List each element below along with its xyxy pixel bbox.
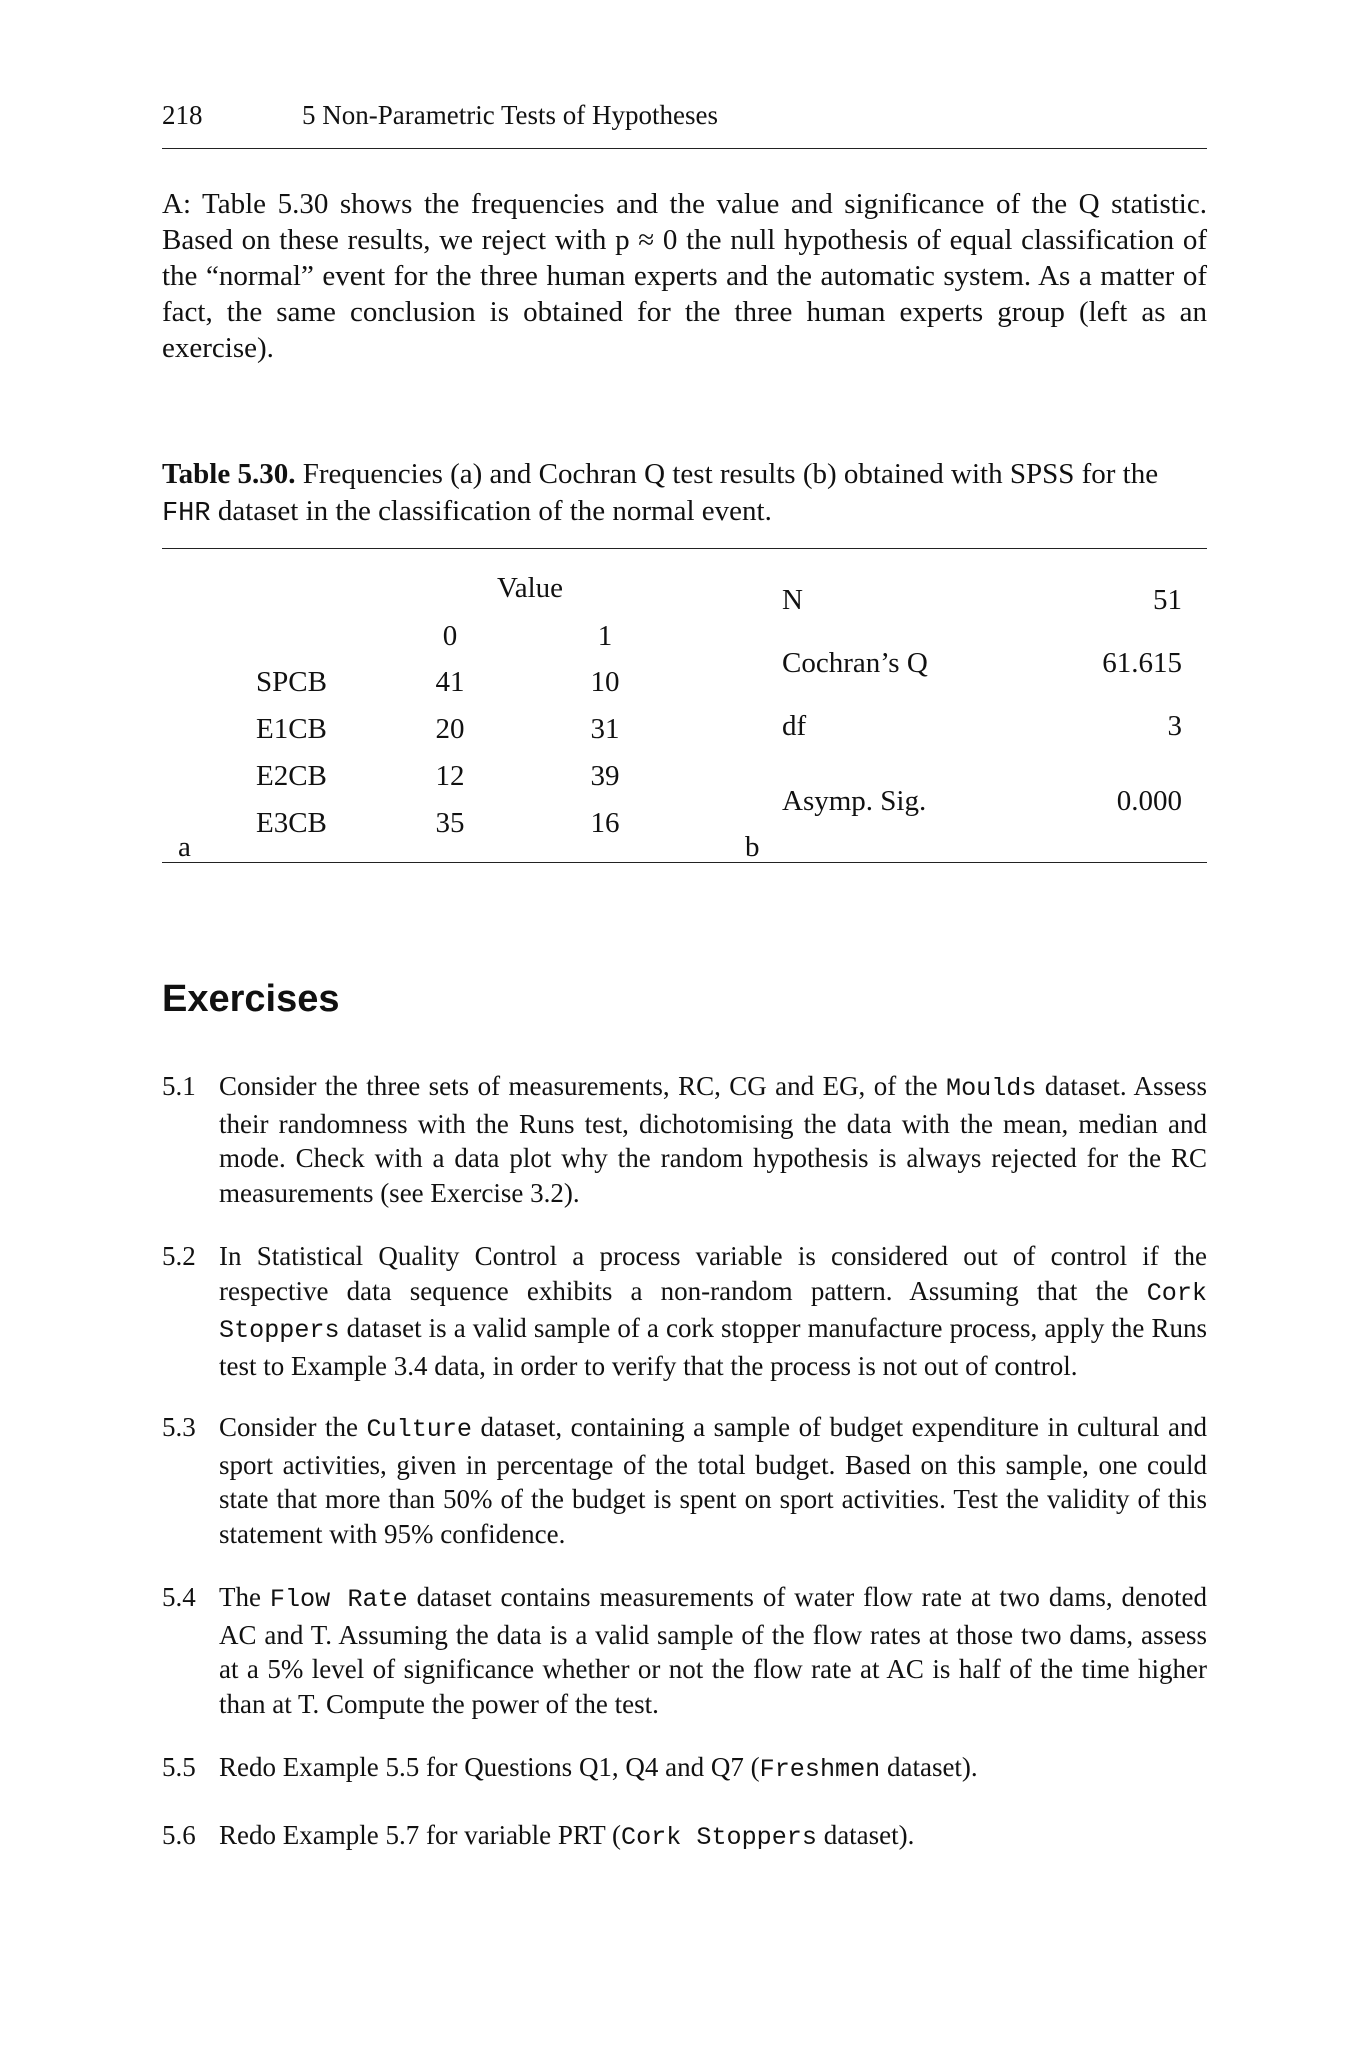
- exercise-number: 5.5: [162, 1752, 196, 1782]
- stat-label-df: df: [782, 710, 807, 742]
- exercise-text-part: dataset is a valid sample of a cork stopper manufacture process, apply the Runs test to Example 3.4 data, in order to verify that the process is not out of control.: [219, 1313, 1207, 1381]
- exercise-text-part: dataset).: [816, 1820, 915, 1850]
- table-bottom-rule: [162, 862, 1207, 863]
- stat-value-cochrans-q: 61.615: [1102, 647, 1182, 679]
- exercise-text: [219, 1069, 1207, 1210]
- exercise-text-part: In Statistical Quality Control a process variable is considered out of control if the respective data sequence exhibits a non-random pattern. Assuming that the: [219, 1241, 1207, 1306]
- exercise-item: [162, 1750, 1207, 1788]
- table-cell: 39: [590, 760, 620, 792]
- exercise-text-part: dataset contains measurements of water flow rate at two dams, denoted AC and T. Assuming the data is a valid sample of the flow rates at those two dams, assess at a 5% level of significance whether or not the flow rate at AC is half of the time higher than at T. Compute the power of the test.: [219, 1582, 1207, 1719]
- table-caption: [162, 456, 1207, 533]
- exercise-text-part: Redo Example 5.7 for variable PRT (: [219, 1820, 622, 1850]
- table-cell: 31: [590, 713, 620, 745]
- exercise-text: [219, 1818, 1207, 1856]
- stat-label-cochrans-q: Cochran’s Q: [782, 647, 928, 679]
- exercise-number: 5.2: [162, 1241, 196, 1271]
- exercise-item: [162, 1410, 1207, 1551]
- table-cell: 12: [435, 760, 465, 792]
- stat-value-df: 3: [1167, 710, 1182, 742]
- exercise-text-part: Consider the: [219, 1412, 367, 1442]
- exercise-text: [219, 1750, 1207, 1788]
- exercise-text-part: The: [219, 1582, 270, 1612]
- column-header-1: 1: [597, 620, 613, 652]
- exercise-number: 5.3: [162, 1412, 196, 1442]
- dataset-name: Moulds: [946, 1074, 1037, 1103]
- stat-value-asymp-sig: 0.000: [1116, 785, 1182, 817]
- exercise-item: [162, 1580, 1207, 1721]
- dataset-name: Flow Rate: [269, 1585, 408, 1614]
- table-cell: 10: [590, 666, 620, 698]
- dataset-name: Freshmen: [759, 1755, 881, 1784]
- value-header: Value: [496, 572, 564, 604]
- answer-paragraph: A: Table 5.30 shows the frequencies and the value and significance of the Q statistic. Based on these results, we reject with p ≈ 0 the null hypothesis of equal classification of the “normal” event for the three human experts and the automatic system. As a matter of fact, the same conclusion is obtained for the three human experts group (left as an exercise).: [162, 188, 1207, 364]
- exercise-item: [162, 1818, 1207, 1856]
- table-cell: 16: [590, 807, 620, 839]
- dataset-name: Cork Stoppers: [219, 1278, 1207, 1345]
- caption-text-after: dataset in the classification of the normal event.: [210, 495, 772, 527]
- table-cell: 35: [435, 807, 465, 839]
- row-label-e2cb: E2CB: [256, 760, 327, 792]
- exercise-text: [219, 1410, 1207, 1551]
- exercise-item: [162, 1239, 1207, 1383]
- chapter-title: 5 Non-Parametric Tests of Hypotheses: [302, 100, 719, 130]
- exercise-text-part: Redo Example 5.5 for Questions Q1, Q4 and Q7 (: [219, 1752, 760, 1782]
- caption-label: Table 5.30.: [162, 458, 296, 490]
- stat-value-n: 51: [1153, 584, 1182, 616]
- exercise-number: 5.4: [162, 1582, 196, 1612]
- dataset-name: Culture: [366, 1415, 472, 1444]
- header-rule: [162, 148, 1207, 149]
- page-number: 218: [162, 100, 203, 130]
- exercise-text-part: Consider the three sets of measurements, RC, CG and EG, of the: [219, 1071, 947, 1101]
- table-cell: 41: [435, 666, 465, 698]
- panel-label-a: a: [178, 831, 191, 863]
- exercise-text-part: dataset. Assess their randomness with the Runs test, dichotomising the data with the mean, median and mode. Check with a data plot why the random hypothesis is always rejected for the RC measurements (see Exercise 3.2).: [219, 1071, 1208, 1208]
- exercise-text: [219, 1580, 1207, 1721]
- exercise-number: 5.6: [162, 1820, 196, 1850]
- exercise-text-part: dataset, containing a sample of budget expenditure in cultural and sport activities, given in percentage of the total budget. Based on this sample, one could state that more than 50% of the budget is spent on sport activities. Test the validity of this statement with 95% confidence.: [219, 1412, 1207, 1549]
- row-label-e1cb: E1CB: [256, 713, 327, 745]
- exercise-number: 5.1: [162, 1071, 196, 1101]
- row-label-e3cb: E3CB: [256, 807, 327, 839]
- panel-label-b: b: [745, 831, 760, 863]
- exercise-item: [162, 1069, 1207, 1210]
- caption-dataset: FHR: [162, 499, 211, 529]
- exercise-text-part: dataset).: [880, 1752, 978, 1782]
- stat-label-n: N: [782, 584, 803, 616]
- table-cell: 20: [435, 713, 465, 745]
- column-header-0: 0: [442, 620, 458, 652]
- section-title-exercises: Exercises: [162, 978, 340, 1020]
- stat-label-asymp-sig: Asymp. Sig.: [782, 785, 927, 817]
- exercise-text: [219, 1239, 1207, 1383]
- dataset-name: Cork Stoppers: [621, 1823, 817, 1852]
- caption-text-before: Frequencies (a) and Cochran Q test results (b) obtained with SPSS for the: [295, 458, 1159, 490]
- table-top-rule: [162, 548, 1207, 549]
- row-label-spcb: SPCB: [256, 666, 327, 698]
